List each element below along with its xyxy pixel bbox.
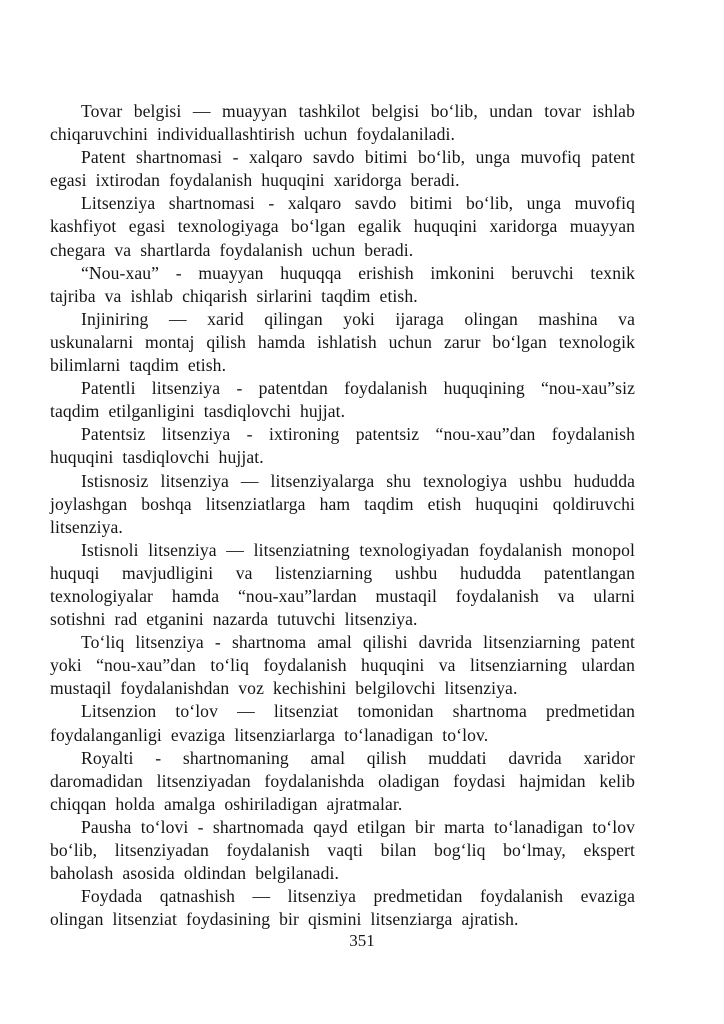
text-block: [50, 100, 635, 931]
paragraph-patent-shartnomasi: Patent shartnomasi - xalqaro savdo bitimi bo‘lib, unga muvofiq patent egasi ixtirodan foydalanish huquqini xaridorga beradi.: [50, 147, 635, 191]
paragraph-royalti: Royalti - shartnomaning amal qilish muddati davrida xaridor daromadidan litsenziyadan foydalanishda oladigan foydasi hajmidan kelib chiqqan holda amalga oshiriladigan ajratmalar.: [50, 747, 635, 814]
paragraph-tovar-belgisi: Tovar belgisi — muayyan tashkilot belgisi bo‘lib, undan tovar ishlab chiqaruvchini individuallashtirish uchun foydalaniladi.: [50, 101, 635, 145]
paragraph-patentli-litsenziya: Patentli litsenziya - patentdan foydalanish huquqining “nou-xau”siz taqdim etilganligini tasdiqlovchi hujjat.: [50, 378, 635, 422]
paragraph-istisnosiz-litsenziya: Istisnosiz litsenziya — litsenziyalarga shu texnologiya ushbu hududda joylashgan boshqa litsenziatlarga ham taqdim etish huquqini qoldiruvchi litsenziya.: [50, 470, 635, 537]
paragraph-injiniring: Injiniring — xarid qilingan yoki ijaraga olingan mashina va uskunalarni montaj qilish hamda ishlatish uchun zarur bo‘lgan texnologik bilimlarni taqdim etish.: [50, 308, 635, 376]
paragraph-pausha-tolovi: Pausha to‘lovi - shartnomada qayd etilgan bir marta to‘lanadigan to‘lov bo‘lib, litsenziyadan foydalanish vaqti bilan bog‘liq bo‘lmay, ekspert baholash asosida oldindan belgilanadi.: [50, 816, 635, 884]
paragraph-nou-xau: “Nou-xau” - muayyan huquqqa erishish imkonini beruvchi texnik tajriba va ishlab chiqarish sirlarini taqdim etish.: [50, 262, 635, 306]
paragraph-foydada-qatnashish: Foydada qatnashish — litsenziya predmetidan foydalanish evaziga olingan litsenziat foydasining bir qismini litsenziarga ajratish.: [50, 886, 635, 930]
paragraph-litsenziya-shartnomasi: Litsenziya shartnomasi - xalqaro savdo bitimi bo‘lib, unga muvofiq kashfiyot egasi texnologiyaga bo‘lgan egalik huquqini xaridorga muayyan chegara va shartlarda foydalanish uchun beradi.: [50, 193, 635, 260]
paragraph-patentsiz-litsenziya: Patentsiz litsenziya - ixtironing patentsiz “nou-xau”dan foydalanish huquqini tasdiqlovchi hujjat.: [50, 424, 635, 468]
paragraph-toliq-litsenziya: To‘liq litsenziya - shartnoma amal qilishi davrida litsenziarning patent yoki “nou-xau”dan to‘liq foydalanish huquqini va litsenziarning ulardan mustaqil foydalanishdan voz kechishini belgilovchi litsenziya.: [50, 632, 635, 699]
paragraph-istisnoli-litsenziya: Istisnoli litsenziya — litsenziatning texnologiyadan foydalanish monopol huquqi mavjudligini va listenziarning ushbu hududda patentlangan texnologiyalar hamda “nou-xau”lardan mustaqil foydalanish va ularni sotishni rad etganini nazarda tutuvchi litsenziya.: [50, 539, 635, 630]
page-number: 351: [349, 931, 375, 950]
paragraph-litsenzion-tolov: Litsenzion to‘lov — litsenziat tomonidan shartnoma predmetidan foydalanganligi evaziga litsenziarlarga to‘lanadigan to‘lov.: [50, 701, 635, 745]
